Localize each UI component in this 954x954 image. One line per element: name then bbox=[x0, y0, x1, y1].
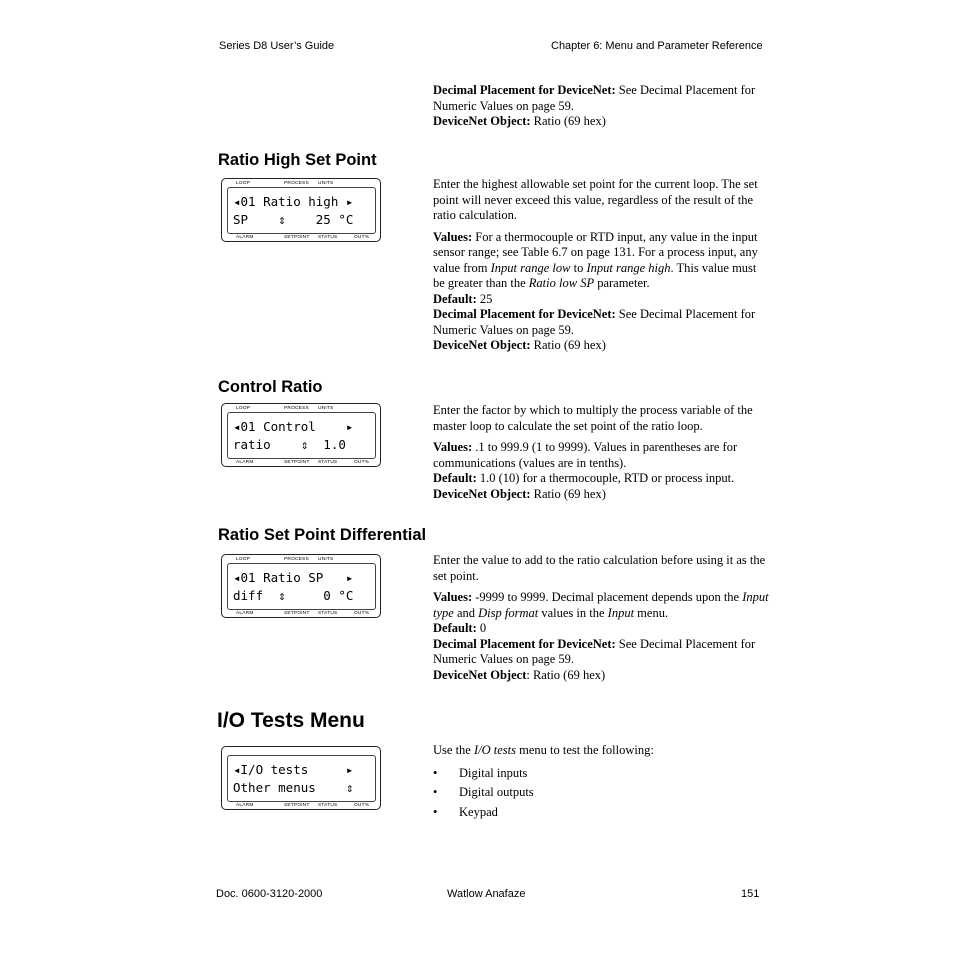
lcd-label-alarm: ALARM bbox=[236, 235, 254, 240]
lcd-label-alarm: ALARM bbox=[236, 611, 254, 616]
ratio-high-values-text: For a thermocouple or RTD input, any value in the input sensor range; see Table 6.7 on page 131. For a process input, any value from bbox=[433, 229, 758, 275]
ratio-high-values-term: Input range low bbox=[490, 260, 571, 275]
lcd-label-units: UNITS bbox=[318, 406, 334, 411]
io-tests-heading: I/O Tests Menu bbox=[217, 709, 365, 732]
lcd-screen bbox=[227, 755, 376, 802]
ratio-high-decimal-text: See Decimal Placement for Numeric Values on page 59. bbox=[433, 307, 756, 337]
intro-object-text: Ratio (69 hex) bbox=[530, 114, 606, 128]
ratio-sp-diff-body bbox=[433, 553, 769, 683]
lcd-label-status: STATUS bbox=[318, 235, 338, 240]
lcd-label-setpoint: SETPOINT bbox=[284, 611, 310, 616]
lcd-label-status: STATUS bbox=[318, 460, 338, 465]
lcd-screen bbox=[227, 563, 376, 610]
control-ratio-object-text: Ratio (69 hex) bbox=[530, 486, 606, 501]
lcd-line-2: Other menus ⇕ bbox=[233, 780, 354, 795]
lcd-label-out: OUT% bbox=[354, 460, 370, 465]
lcd-label-loop: LOOP bbox=[236, 557, 251, 562]
control-ratio-lcd bbox=[221, 403, 381, 467]
ratio-high-lcd bbox=[221, 178, 381, 242]
page-number: 151 bbox=[741, 888, 760, 900]
io-tests-lcd bbox=[221, 746, 381, 810]
ratio-high-default-text: 25 bbox=[476, 291, 493, 306]
ratio-sp-diff-desc: Enter the value to add to the ratio calculation before using it as the set point. bbox=[433, 553, 766, 583]
control-ratio-desc: Enter the factor by which to multiply the process variable of the master loop to calculate the set point of the ratio loop. bbox=[433, 403, 753, 433]
bullet-text: Digital inputs bbox=[459, 766, 528, 780]
ratio-sp-diff-decimal-text: See Decimal Placement for Numeric Values on page 59. bbox=[433, 636, 756, 666]
lcd-label-loop: LOOP bbox=[236, 181, 251, 186]
lcd-label-out: OUT% bbox=[354, 235, 370, 240]
lcd-label-process: PROCESS bbox=[284, 181, 309, 186]
control-ratio-heading: Control Ratio bbox=[218, 378, 323, 396]
ratio-sp-diff-heading: Ratio Set Point Differential bbox=[218, 526, 427, 544]
ratio-high-values-label: Values: bbox=[433, 229, 473, 244]
footer-left: Doc. 0600-3120-2000 bbox=[216, 888, 323, 900]
ratio-high-desc: Enter the highest allowable set point for the current loop. The set point will never exceed this value, regardless of the result of the ratio calculation. bbox=[433, 177, 758, 222]
lcd-label-out: OUT% bbox=[354, 611, 370, 616]
control-ratio-object-label: DeviceNet Object: bbox=[433, 486, 531, 501]
control-ratio-values-label: Values: bbox=[433, 440, 473, 454]
lcd-line-1: ◂01 Ratio high ▸ bbox=[233, 194, 354, 209]
bullet-item bbox=[433, 805, 498, 820]
bullet-text: Digital outputs bbox=[459, 785, 534, 799]
ratio-sp-diff-default-text: 0 bbox=[476, 621, 487, 635]
ratio-sp-diff-lcd bbox=[221, 554, 381, 618]
io-tests-use-text-1: Use the bbox=[433, 743, 474, 757]
lcd-line-1: ◂01 Ratio SP ▸ bbox=[233, 570, 354, 585]
ratio-high-body bbox=[433, 177, 769, 354]
lcd-label-alarm: ALARM bbox=[236, 803, 254, 808]
lcd-label-setpoint: SETPOINT bbox=[284, 803, 310, 808]
control-ratio-body bbox=[433, 403, 769, 502]
bullet-marker: • bbox=[433, 785, 438, 799]
lcd-label-status: STATUS bbox=[318, 803, 338, 808]
lcd-line-2: diff ⇕ 0 °C bbox=[233, 588, 354, 603]
lcd-screen bbox=[227, 187, 376, 234]
ratio-high-values-text: parameter. bbox=[594, 276, 650, 290]
io-tests-use-text-2: menu to test the following: bbox=[515, 743, 654, 757]
ratio-high-values-text: to bbox=[570, 260, 587, 275]
lcd-line-1: ◂I/O tests ▸ bbox=[233, 762, 354, 777]
control-ratio-default-text: 1.0 (10) for a thermocouple, RTD or process input. bbox=[476, 471, 735, 485]
header-left: Series D8 User’s Guide bbox=[219, 40, 335, 52]
bullet-marker: • bbox=[433, 766, 438, 780]
footer-center: Watlow Anafaze bbox=[447, 888, 526, 900]
ratio-sp-diff-values-term: Disp format bbox=[478, 605, 539, 620]
intro-object-label: DeviceNet Object: bbox=[433, 114, 531, 128]
control-ratio-values-text: .1 to 999.9 (1 to 9999). Values in parentheses are for communications (values are in tenths). bbox=[433, 440, 738, 470]
header-right: Chapter 6: Menu and Parameter Reference bbox=[551, 40, 763, 52]
intro-decimal-text: See Decimal Placement for Numeric Values on page 59. bbox=[433, 83, 756, 113]
lcd-screen bbox=[227, 412, 376, 459]
ratio-high-default-label: Default: bbox=[433, 291, 477, 306]
ratio-sp-diff-values-text: values in the bbox=[538, 605, 608, 620]
ratio-sp-diff-values-text: menu. bbox=[634, 605, 669, 620]
ratio-high-values-term: Ratio low SP bbox=[528, 276, 595, 290]
ratio-high-values-text: . This value must be greater than the bbox=[433, 260, 757, 290]
ratio-sp-diff-values-term: Input bbox=[607, 605, 635, 620]
lcd-label-out: OUT% bbox=[354, 803, 370, 808]
bullet-marker: • bbox=[433, 805, 438, 819]
ratio-high-decimal-label: Decimal Placement for DeviceNet: bbox=[433, 307, 616, 321]
ratio-sp-diff-default-label: Default: bbox=[433, 621, 477, 635]
bullet-item bbox=[433, 785, 534, 800]
lcd-line-1: ◂01 Control ▸ bbox=[233, 419, 354, 434]
lcd-label-setpoint: SETPOINT bbox=[284, 460, 310, 465]
lcd-label-process: PROCESS bbox=[284, 406, 309, 411]
lcd-label-units: UNITS bbox=[318, 181, 334, 186]
ratio-sp-diff-object-label: DeviceNet Object bbox=[433, 667, 527, 682]
lcd-label-loop: LOOP bbox=[236, 406, 251, 411]
ratio-sp-diff-values-text: and bbox=[453, 605, 479, 620]
ratio-high-heading: Ratio High Set Point bbox=[218, 151, 377, 169]
ratio-high-object-text: Ratio (69 hex) bbox=[530, 338, 606, 352]
io-tests-use-term: I/O tests bbox=[473, 743, 516, 757]
control-ratio-default-label: Default: bbox=[433, 471, 477, 485]
lcd-label-setpoint: SETPOINT bbox=[284, 235, 310, 240]
lcd-line-2: ratio ⇕ 1.0 bbox=[233, 437, 346, 452]
intro-block bbox=[433, 83, 763, 130]
lcd-label-units: UNITS bbox=[318, 557, 334, 562]
ratio-sp-diff-values-label: Values: bbox=[433, 590, 473, 604]
lcd-line-2: SP ⇕ 25 °C bbox=[233, 212, 354, 227]
lcd-label-status: STATUS bbox=[318, 611, 338, 616]
lcd-label-process: PROCESS bbox=[284, 557, 309, 562]
ratio-high-values-term: Input range high bbox=[586, 260, 671, 275]
ratio-sp-diff-decimal-label: Decimal Placement for DeviceNet: bbox=[433, 636, 616, 651]
ratio-sp-diff-object-text: : Ratio (69 hex) bbox=[526, 667, 606, 682]
intro-decimal-label: Decimal Placement for DeviceNet: bbox=[433, 83, 616, 97]
bullet-item bbox=[433, 766, 528, 781]
io-tests-use-text bbox=[433, 743, 769, 759]
lcd-label-alarm: ALARM bbox=[236, 460, 254, 465]
ratio-sp-diff-values-text: -9999 to 9999. Decimal placement depends upon the bbox=[472, 590, 743, 604]
ratio-sp-diff-values-term: Input type bbox=[433, 590, 769, 620]
bullet-text: Keypad bbox=[459, 805, 498, 819]
ratio-high-object-label: DeviceNet Object: bbox=[433, 338, 531, 352]
